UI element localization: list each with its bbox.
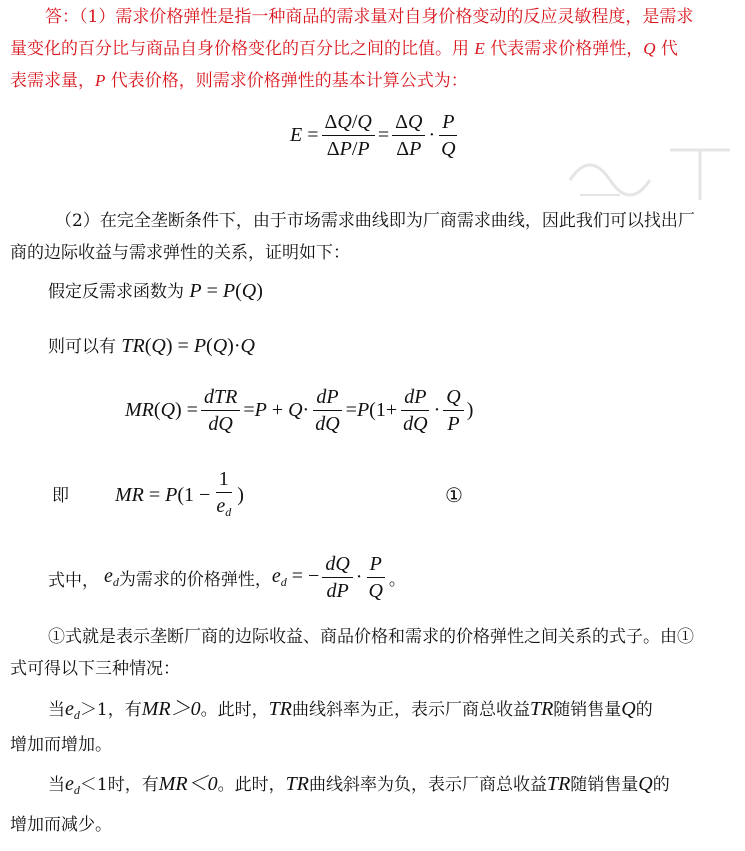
paragraph3-line-2: 式可得以下三种情况： [10, 659, 180, 679]
where-line: 式中， [48, 571, 99, 591]
paragraph2-line-1: （2）在完全垄断条件下，由于市场需求曲线即为厂商需求曲线，因此我们可以找出厂 [55, 211, 695, 231]
paragraph2-line-2: 商的边际收益与需求弹性的关系，证明如下： [10, 243, 350, 263]
watermark-graphic [560, 140, 740, 210]
answer-line-3: 表需求量，P 代表价格，则需求价格弹性的基本计算公式为： [10, 71, 468, 91]
answer-line-1: 答：（1）需求价格弹性是指一种商品的需求量对自身价格变动的反应灵敏程度，是需求 [45, 7, 694, 27]
case-2-line-1: 当$e_d<1$时，有MR＜0。此时，TR曲线斜率为负，表示厂商总收益TR随销售量Q的 [48, 773, 670, 797]
then-line: 则可以有 TR(Q) = P(Q)·Q [48, 335, 255, 357]
answer-line-2: 量变化的百分比与商品自身价格变化的百分比之间的比值。用 E 代表需求价格弹性，Q 代 [10, 39, 678, 59]
elasticity-formula: E = $\frac{\Delta Q/Q}{\Delta P/P}$ = $\frac{\Delta Q}{\Delta P}$ · $\frac{P}{Q}$ [290, 111, 456, 160]
mr-elasticity-formula: MR = P (1 − $\frac{1}{e_d}$ ) [115, 468, 244, 519]
ji-label: 即 [52, 486, 69, 506]
equation-number: ① [445, 483, 463, 507]
case-1-line-2: 增加而增加。 [10, 735, 112, 755]
case-2-line-2: 增加而减少。 [10, 815, 112, 835]
case-1-line-1: 当$e_d>1$，有MR＞0。此时，TR曲线斜率为正，表示厂商总收益TR随销售量Q的 [48, 698, 653, 722]
elasticity-definition: $e_d$ 为需求的价格弹性， $e_d$ = − $\frac{dQ}{dP}$ · $\frac{P}{Q}$ 。 [104, 553, 406, 602]
assume-line: 假定反需求函数为 P = P(Q) [48, 280, 263, 302]
mr-derivation: MR ( Q ) = $\frac{\text{dTR}}{dQ}$ = P + Q · $\frac{dP}{dQ}$ = P (1+ $\frac{dP}{dQ}$ · $\frac{Q}{P}$ ) [125, 386, 474, 435]
paragraph3-line-1: ①式就是表示垄断厂商的边际收益、商品价格和需求的价格弹性之间关系的式子。由① [48, 627, 694, 647]
